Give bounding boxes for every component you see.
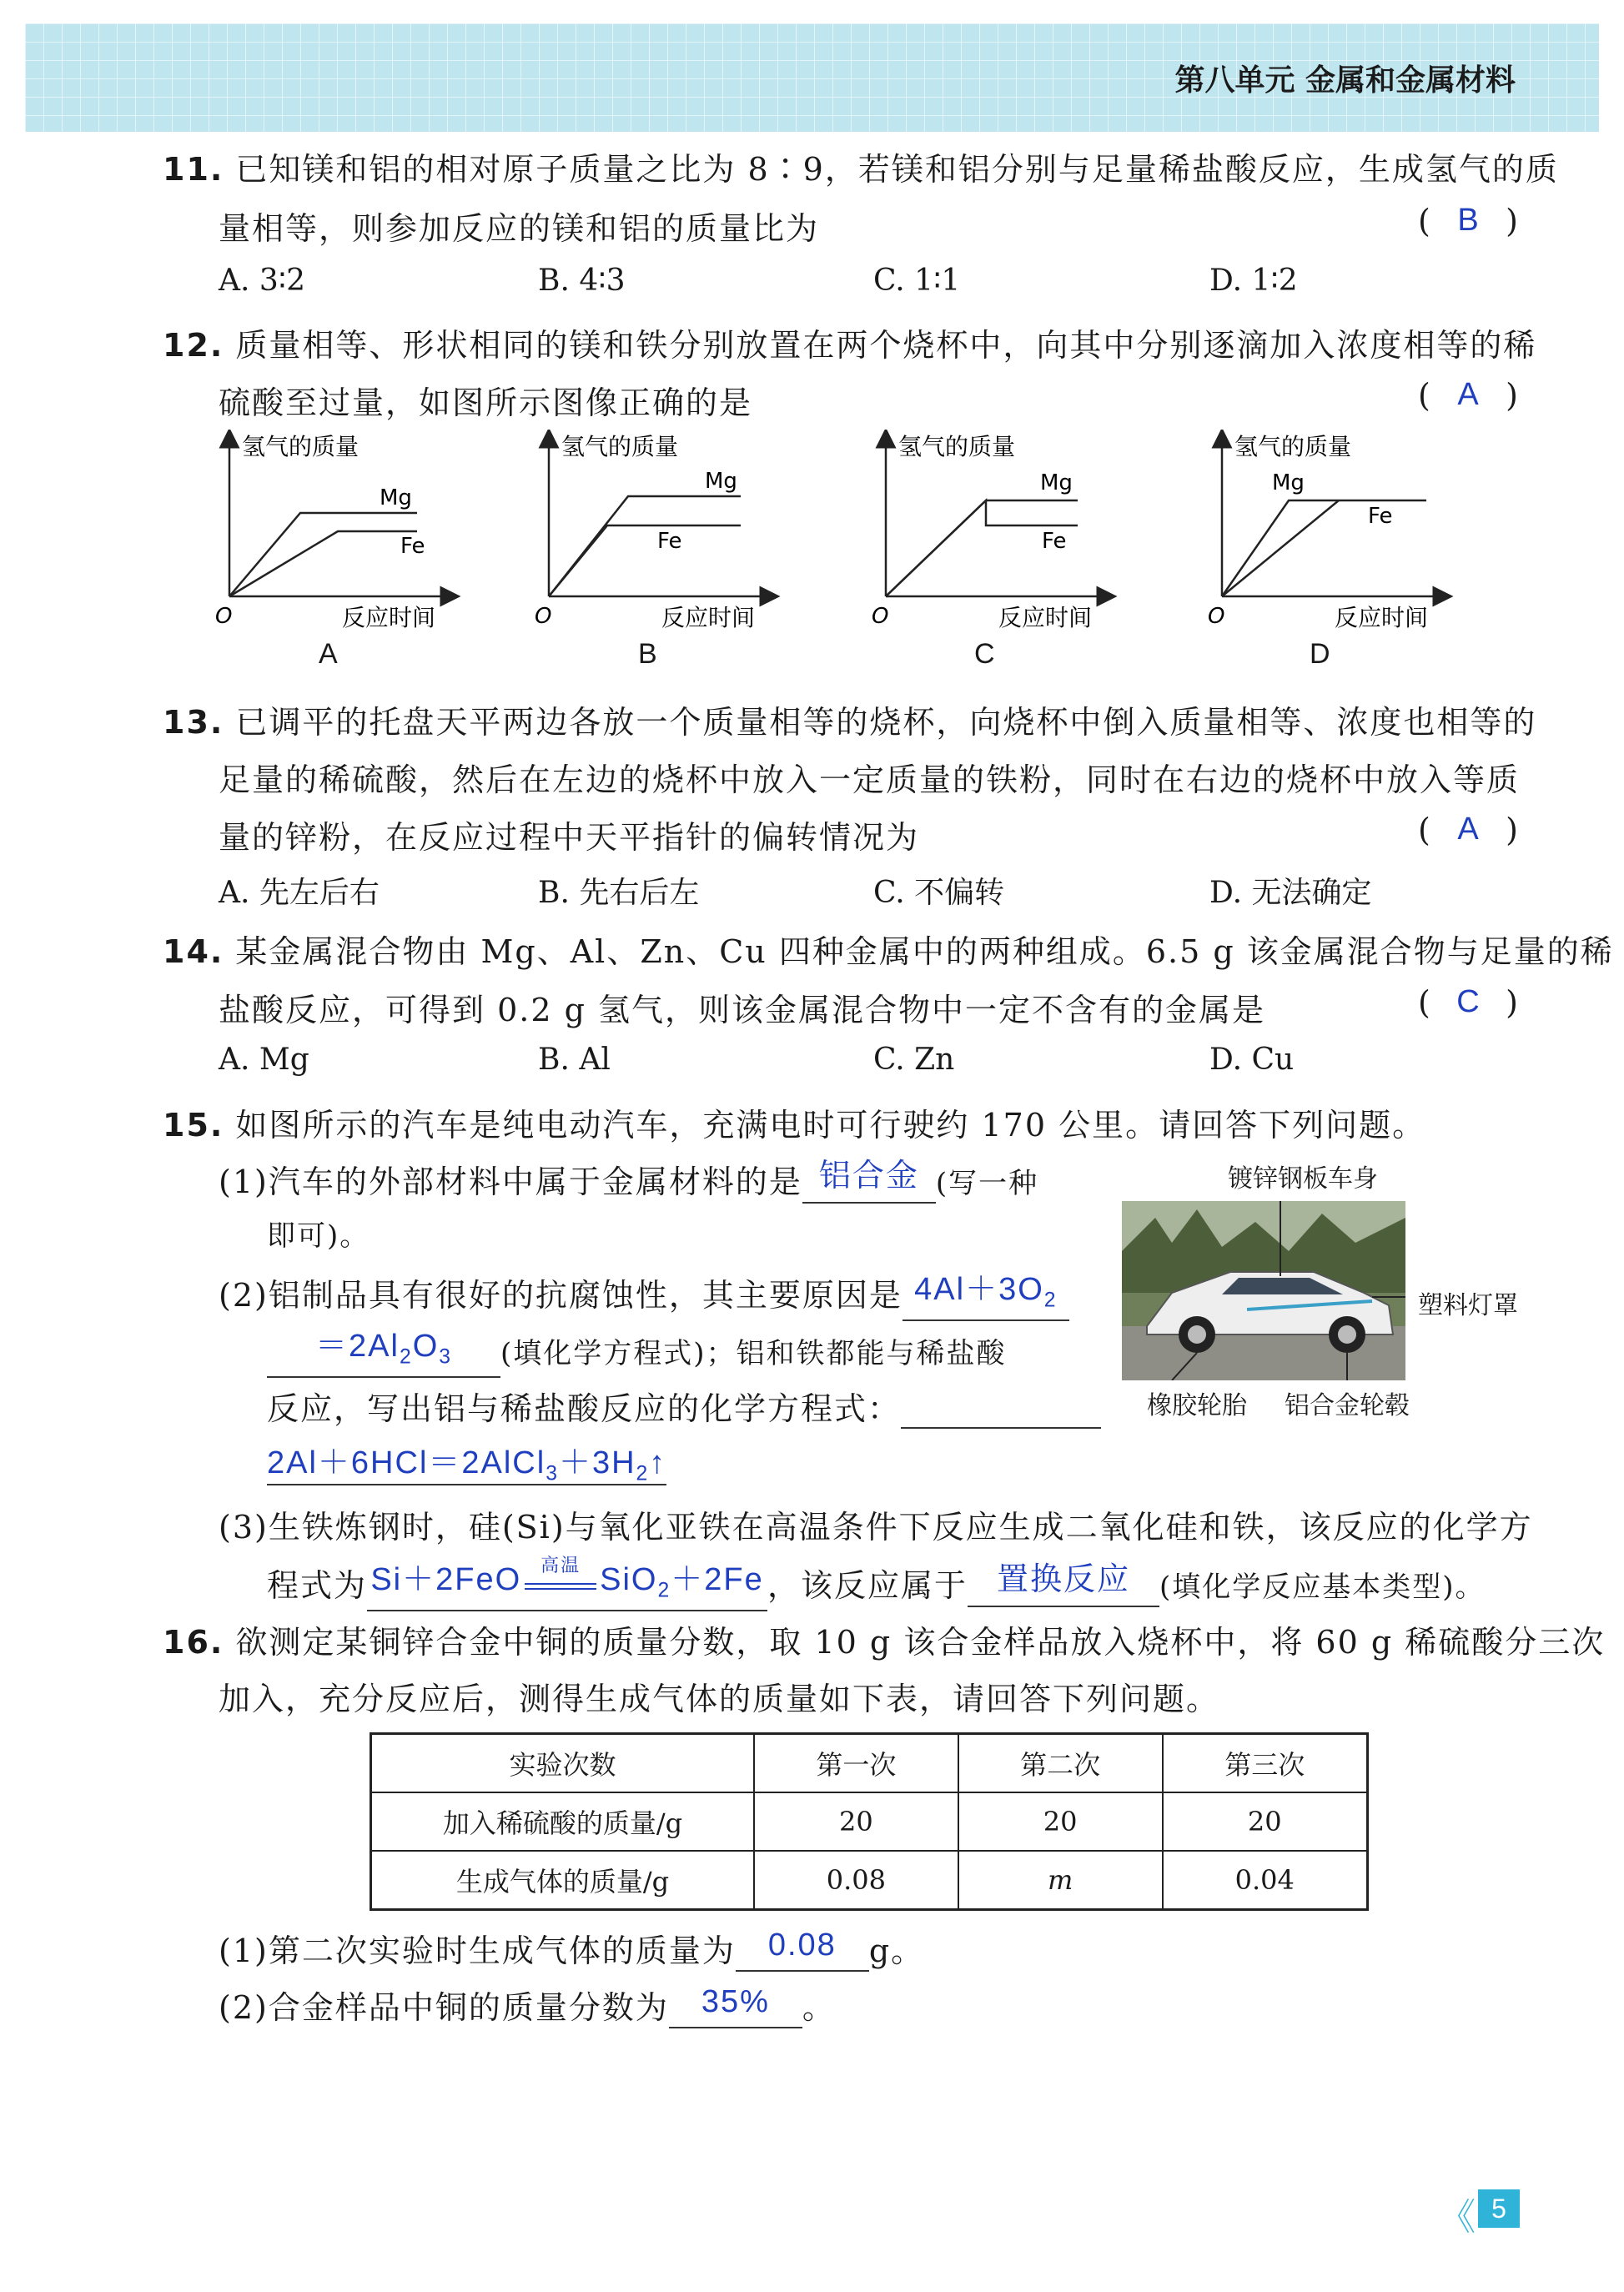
q11-number: 11. <box>163 151 224 188</box>
q11-answer: B <box>1457 203 1479 238</box>
q14-option-b: B. Al <box>538 1043 611 1077</box>
chart-a-ylabel: 氢气的质量 <box>242 433 359 460</box>
q16-p2-answer: 35% <box>701 1984 770 2019</box>
chart-a-origin: O <box>215 604 233 629</box>
table-header-cell: 第三次 <box>1163 1734 1368 1793</box>
q15-p2-answer1: $4Al+3O_2$ <box>914 1272 1058 1312</box>
q12-line1: 12. 质量相等、形状相同的镁和铁分别放置在两个烧杯中，向其中分别逐滴加入浓度相等的稀 <box>163 327 1537 364</box>
q13-answer-bracket: ( A ) <box>1418 812 1518 848</box>
chart-d-mg-line <box>1222 500 1426 596</box>
q14-line2: 盐酸反应，可得到 0.2 g 氢气，则该金属混合物中一定不含有的金属是 <box>219 992 1265 1028</box>
q14-answer-bracket: ( C ) <box>1418 984 1518 1021</box>
q16-p1-answer: 0.08 <box>767 1928 837 1963</box>
equals-sign <box>525 1583 596 1590</box>
table-row <box>371 1851 1368 1910</box>
chart-d-fe-label: Fe <box>1368 504 1393 529</box>
q13-option-c: C. 不偏转 <box>873 876 1005 910</box>
q11-line2: 量相等，则参加反应的镁和铝的质量比为 <box>219 210 820 247</box>
q13-number: 13. <box>163 704 224 741</box>
photo-label-lamp: 塑料灯罩 <box>1418 1291 1518 1320</box>
q12-answer-bracket: ( A ) <box>1418 377 1518 414</box>
q16-p2-blank <box>669 1984 802 2028</box>
q11-option-d: D. 1∶2 <box>1209 264 1298 298</box>
table-cell: m <box>958 1851 1163 1910</box>
table-header-cell: 实验次数 <box>371 1734 755 1793</box>
chart-d-ylabel: 氢气的质量 <box>1234 433 1352 460</box>
q16-line1: 16. 欲测定某铜锌合金中铜的质量分数，取 10 g 该合金样品放入烧杯中，将 60 g 稀硫酸分三次 <box>163 1624 1606 1661</box>
chart-d-mg-label: Mg <box>1272 470 1305 495</box>
q13-option-a: A. 先左后右 <box>219 876 380 910</box>
photo-label-body: 镀锌钢板车身 <box>1228 1164 1378 1194</box>
chart-a-xlabel: 反应时间 <box>342 604 436 631</box>
chart-d-xlabel: 反应时间 <box>1335 604 1429 631</box>
q16-table <box>370 1732 1369 1911</box>
chart-a-fe-label: Fe <box>400 534 425 559</box>
q12-answer: A <box>1457 377 1479 412</box>
photo-label-hub: 铝合金轮毂 <box>1285 1391 1410 1420</box>
table-header-cell: 第一次 <box>754 1734 958 1793</box>
q14-option-c: C. Zn <box>873 1043 955 1077</box>
q11-option-a: A. 3∶2 <box>219 264 306 298</box>
q15-number: 15. <box>163 1107 224 1143</box>
chart-a <box>215 433 450 631</box>
q13-option-d: D. 无法确定 <box>1209 876 1372 910</box>
page-number: 5 <box>1478 2189 1520 2228</box>
table-header-cell: 第二次 <box>958 1734 1163 1793</box>
q15-p3-answer1: Si＋2FeO 高温 SiO$_2$＋2Fe <box>370 1555 764 1602</box>
q16-p1-blank <box>736 1928 869 1972</box>
chart-c-origin: O <box>872 604 889 629</box>
chart-c-fe-label: Fe <box>1042 529 1067 554</box>
chart-b-fe-line <box>549 525 741 596</box>
q16-p2: (2)合金样品中铜的质量分数为 35% 。 <box>219 1982 836 2028</box>
table-cell: 20 <box>958 1792 1163 1851</box>
chart-b <box>535 433 770 631</box>
chart-c-mg-label: Mg <box>1040 470 1073 495</box>
table-header-row <box>371 1734 1368 1793</box>
chart-c-ylabel: 氢气的质量 <box>898 433 1016 460</box>
q15-p2-blank1 <box>903 1269 1069 1321</box>
chart-letter-d: D <box>1310 638 1330 670</box>
chart-a-mg-label: Mg <box>380 485 412 510</box>
q15-p3-line2: 程式为 Si＋2FeO 高温 SiO$_2$＋2Fe ，该反应属于 置换反应 (填化学反应基本类型)。 <box>267 1560 1486 1611</box>
q15-p1: (1)汽车的外部材料中属于金属材料的是 铝合金 (写一种 <box>219 1156 1038 1204</box>
chart-c <box>872 433 1107 631</box>
chart-d-fe-line <box>1222 500 1339 596</box>
chart-letter-c: C <box>974 638 995 670</box>
chart-d-origin: O <box>1208 604 1225 629</box>
table-cell: 加入稀硫酸的质量/g <box>371 1792 755 1851</box>
q15-intro: 15. 如图所示的汽车是纯电动汽车，充满电时可行驶约 170 公里。请回答下列问题。 <box>163 1107 1426 1143</box>
q15-p2-blank2 <box>267 1326 500 1378</box>
chart-a-mg-line <box>229 513 417 596</box>
table-cell: 20 <box>1163 1792 1368 1851</box>
q15-p2-answer2: $=2Al_2O_3$ <box>315 1329 452 1369</box>
q15-p2-line2: $=2Al_2O_3$ (填化学方程式)；铝和铁都能与稀盐酸 <box>267 1326 1007 1378</box>
q15-p3-blank1 <box>367 1555 767 1611</box>
chart-letter-b: B <box>638 638 657 670</box>
chart-b-mg-label: Mg <box>705 469 737 494</box>
q15-p3-answer2: 置换反应 <box>997 1562 1131 1597</box>
q14-line1: 14. 某金属混合物由 Mg、Al、Zn、Cu 四种金属中的两种组成。6.5 g 该金属混合物与足量的稀 <box>163 933 1614 970</box>
q12-charts <box>209 430 1476 638</box>
q11-option-b: B. 4∶3 <box>538 264 626 298</box>
q15-p2: (2)铝制品具有很好的抗腐蚀性，其主要原因是 $4Al+3O_2$ <box>219 1269 1069 1321</box>
q13-line2: 足量的稀硫酸，然后在左边的烧杯中放入一定质量的铁粉，同时在右边的烧杯中放入等质 <box>219 761 1521 798</box>
q16-line2: 加入，充分反应后，测得生成气体的质量如下表，请回答下列问题。 <box>219 1681 1220 1717</box>
q12-line2: 硫酸至过量，如图所示图像正确的是 <box>219 385 753 421</box>
table-cell: 0.04 <box>1163 1851 1368 1910</box>
unit-title: 第八单元 金属和金属材料 <box>1174 63 1516 98</box>
q15-p3-condition: 高温 <box>525 1571 596 1590</box>
q15-p2-blank3 <box>901 1390 1101 1429</box>
q14-option-a: A. Mg <box>219 1043 309 1077</box>
q14-option-d: D. Cu <box>1209 1043 1295 1077</box>
chart-letter-a: A <box>319 638 338 670</box>
chart-d <box>1208 433 1443 631</box>
chart-b-mg-line <box>549 496 741 596</box>
car-photo <box>1122 1201 1405 1380</box>
table-row <box>371 1792 1368 1851</box>
chart-c-xlabel: 反应时间 <box>998 604 1093 631</box>
chart-b-fe-label: Fe <box>657 529 682 554</box>
q13-answer: A <box>1457 812 1479 847</box>
photo-label-tire: 橡胶轮胎 <box>1147 1391 1247 1420</box>
q14-answer: C <box>1456 984 1480 1019</box>
q15-p1-answer: 铝合金 <box>818 1159 919 1194</box>
table-cell: 0.08 <box>754 1851 958 1910</box>
q12-number: 12. <box>163 327 224 364</box>
chart-b-origin: O <box>535 604 552 629</box>
q14-number: 14. <box>163 933 224 970</box>
q15-p3-line1: (3)生铁炼钢时，硅(Si)与氧化亚铁在高温条件下反应生成二氧化硅和铁，该反应的化学方 <box>219 1509 1533 1546</box>
chart-b-ylabel: 氢气的质量 <box>561 433 679 460</box>
q11-answer-bracket: ( B ) <box>1418 203 1518 239</box>
q15-p3-blank2 <box>968 1560 1159 1607</box>
q13-option-b: B. 先右后左 <box>538 876 700 910</box>
q15-p1-blank <box>802 1156 936 1204</box>
q15-p2-answer3: $2Al+6HCl=2AlCl_3+3H_2↑$ <box>267 1445 667 1485</box>
q11-line1: 11. 已知镁和铝的相对原子质量之比为 8∶9，若镁和铝分别与足量稀盐酸反应，生成氢气的质 <box>163 151 1559 188</box>
q16-p1: (1)第二次实验时生成气体的质量为 0.08 g。 <box>219 1925 924 1972</box>
q15-p1-cont: 即可)。 <box>267 1219 370 1253</box>
q15-p2-line3: 反应，写出铝与稀盐酸反应的化学方程式： <box>267 1383 1101 1429</box>
table-cell: 生成气体的质量/g <box>371 1851 755 1910</box>
q16-number: 16. <box>163 1624 224 1661</box>
q13-line1: 13. 已调平的托盘天平两边各放一个质量相等的烧杯，向烧杯中倒入质量相等、浓度也相等的 <box>163 704 1537 741</box>
q13-line3: 量的锌粉，在反应过程中天平指针的偏转情况为 <box>219 819 920 856</box>
table-cell: 20 <box>754 1792 958 1851</box>
chevron-left-icon: 《 <box>1439 2196 1476 2239</box>
q11-option-c: C. 1∶1 <box>873 264 961 298</box>
chart-b-xlabel: 反应时间 <box>661 604 756 631</box>
